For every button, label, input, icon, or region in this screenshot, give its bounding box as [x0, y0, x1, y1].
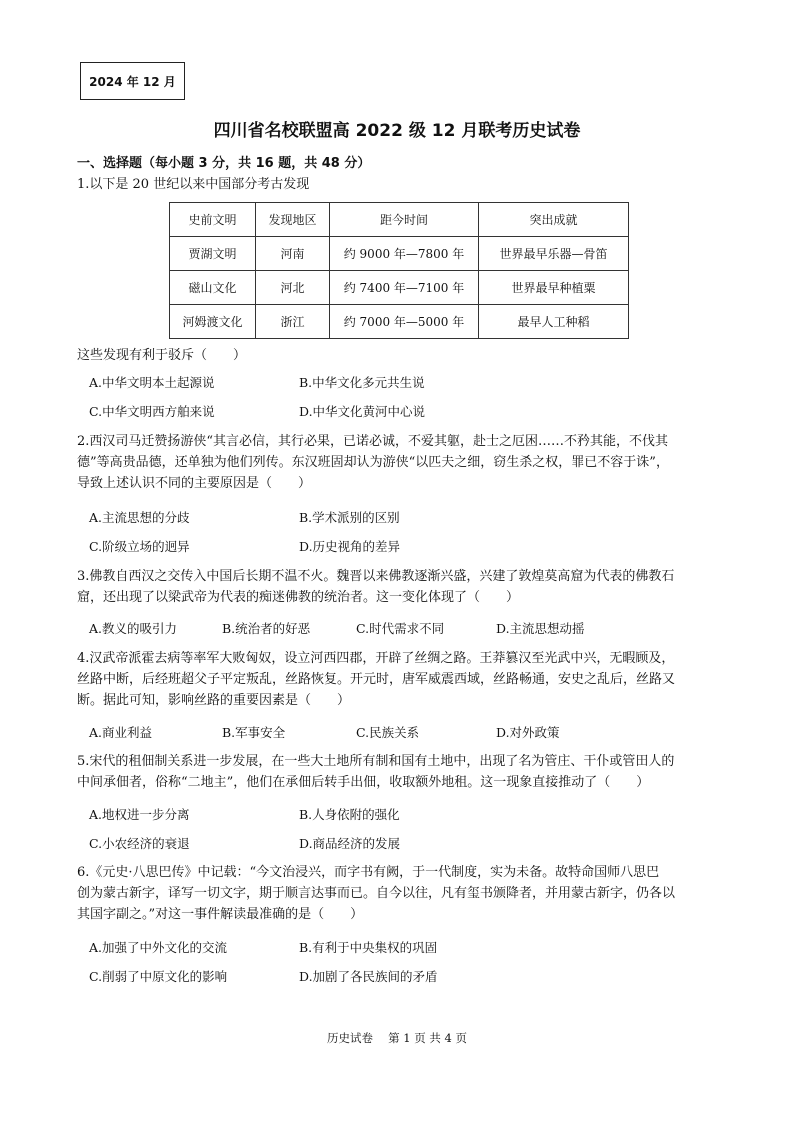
- q6-option-a[interactable]: A.加强了中外文化的交流: [89, 940, 228, 955]
- table-cell: 世界最早种植粟: [479, 271, 629, 305]
- table-row: [170, 271, 629, 305]
- q2-line: 2.西汉司马迁赞扬游侠“其言必信，其行必果，已诺必诚，不爱其躯，赴士之厄困……不矜其能，不伐其: [77, 434, 669, 449]
- q4-line: 丝路中断，后经班超父子平定叛乱，丝路恢复。开元时，唐军威震西域，丝路畅通，安史之乱后，丝路又: [77, 672, 676, 687]
- q5-stem: [77, 751, 719, 793]
- archaeology-table: [169, 202, 629, 339]
- table-header-cell: 史前文明: [170, 203, 256, 237]
- section-header: 一、选择题（每小题 3 分，共 16 题，共 48 分）: [77, 156, 371, 171]
- q5-option-d[interactable]: D.商品经济的发展: [299, 836, 401, 851]
- q2-stem: [77, 431, 719, 494]
- page-footer: 历史试卷 第 1 页 共 4 页: [326, 1031, 468, 1045]
- q4-option-d[interactable]: D.对外政策: [496, 725, 560, 740]
- table-cell: 浙江: [256, 305, 330, 339]
- q1-option-d[interactable]: D.中华文化黄河中心说: [299, 404, 426, 419]
- table-header-cell: 发现地区: [256, 203, 330, 237]
- q6-option-b[interactable]: B.有利于中央集权的巩固: [299, 940, 438, 955]
- q2-option-d[interactable]: D.历史视角的差异: [299, 539, 401, 554]
- q6-line: 创为蒙古新字，译写一切文字，期于顺言达事而已。自今以往，凡有玺书颁降者，并用蒙古新字，仍各以: [77, 886, 676, 901]
- q2-option-a[interactable]: A.主流思想的分歧: [89, 510, 190, 525]
- q4-stem: [77, 648, 719, 711]
- table-cell: 河北: [256, 271, 330, 305]
- q4-line: 断。据此可知，影响丝路的重要因素是（ ）: [77, 693, 351, 708]
- q3-line: 3.佛教自西汉之交传入中国后长期不温不火。魏晋以来佛教逐渐兴盛，兴建了敦煌莫高窟为代表的佛教石: [77, 569, 675, 584]
- q5-option-b[interactable]: B.人身依附的强化: [299, 807, 400, 822]
- q1-tail: 这些发现有利于驳斥（ ）: [77, 348, 247, 363]
- q5-option-c[interactable]: C.小农经济的衰退: [89, 836, 190, 851]
- q2-option-b[interactable]: B.学术派别的区别: [299, 510, 400, 525]
- q2-option-c[interactable]: C.阶级立场的迥异: [89, 539, 190, 554]
- date-box: 2024 年 12 月: [80, 62, 185, 100]
- q3-option-a[interactable]: A.教义的吸引力: [89, 621, 178, 636]
- q3-option-d[interactable]: D.主流思想动摇: [496, 621, 585, 636]
- table-cell: 约 7000 年—5000 年: [330, 305, 479, 339]
- q6-stem: [77, 862, 719, 925]
- table-cell: 河南: [256, 237, 330, 271]
- q2-line: 德”等高贵品德，还单独为他们列传。东汉班固却认为游侠“以匹夫之细，窃生杀之权，罪已不容于诛”，: [77, 455, 669, 470]
- table-header-cell: 突出成就: [479, 203, 629, 237]
- table-header-cell: 距今时间: [330, 203, 479, 237]
- q4-line: 4.汉武帝派霍去病等率军大败匈奴，设立河西四郡，开辟了丝绸之路。王莽篡汉至光武中兴，无暇顾及，: [77, 651, 675, 666]
- q3-line: 窟，还出现了以梁武帝为代表的痴迷佛教的统治者。这一变化体现了（ ）: [77, 590, 520, 605]
- table-row: [170, 237, 629, 271]
- exam-title: 四川省名校联盟高 2022 级 12 月联考历史试卷: [213, 121, 581, 141]
- table-cell: 磁山文化: [170, 271, 256, 305]
- q1-option-c[interactable]: C.中华文明西方舶来说: [89, 404, 215, 419]
- table-cell: 约 7400 年—7100 年: [330, 271, 479, 305]
- q3-option-c[interactable]: C.时代需求不同: [356, 621, 445, 636]
- table-cell: 贾湖文明: [170, 237, 256, 271]
- q3-option-b[interactable]: B.统治者的好恶: [222, 621, 311, 636]
- table-cell: 约 9000 年—7800 年: [330, 237, 479, 271]
- q6-line: 其国字副之。”对这一事件解读最准确的是（ ）: [77, 907, 364, 922]
- q5-line: 5.宋代的租佃制关系进一步发展，在一些大土地所有制和国有土地中，出现了名为管庄、干仆或管田人的: [77, 754, 675, 769]
- table-cell: 世界最早乐器—骨笛: [479, 237, 629, 271]
- q4-option-b[interactable]: B.军事安全: [222, 725, 286, 740]
- q1-stem: 1.以下是 20 世纪以来中国部分考古发现: [77, 177, 310, 192]
- table-header-row: [170, 203, 629, 237]
- table-row: [170, 305, 629, 339]
- table-cell: 河姆渡文化: [170, 305, 256, 339]
- q5-option-a[interactable]: A.地权进一步分离: [89, 807, 190, 822]
- q4-option-c[interactable]: C.民族关系: [356, 725, 420, 740]
- q6-line: 6.《元史·八思巴传》中记载：“今文治浸兴，而字书有阙，于一代制度，实为未备。故特命国师八思巴: [77, 865, 660, 880]
- q3-stem: [77, 566, 719, 608]
- q6-option-d[interactable]: D.加剧了各民族间的矛盾: [299, 969, 438, 984]
- q6-option-c[interactable]: C.削弱了中原文化的影响: [89, 969, 228, 984]
- q2-line: 导致上述认识不同的主要原因是（ ）: [77, 476, 312, 491]
- q5-line: 中间承佃者，俗称“二地主”，他们在承佃后转手出佃，收取额外地租。这一现象直接推动了（ ）: [77, 775, 650, 790]
- table-cell: 最早人工种稻: [479, 305, 629, 339]
- q1-option-b[interactable]: B.中华文化多元共生说: [299, 375, 425, 390]
- q1-option-a[interactable]: A.中华文明本土起源说: [89, 375, 215, 390]
- q4-option-a[interactable]: A.商业利益: [89, 725, 153, 740]
